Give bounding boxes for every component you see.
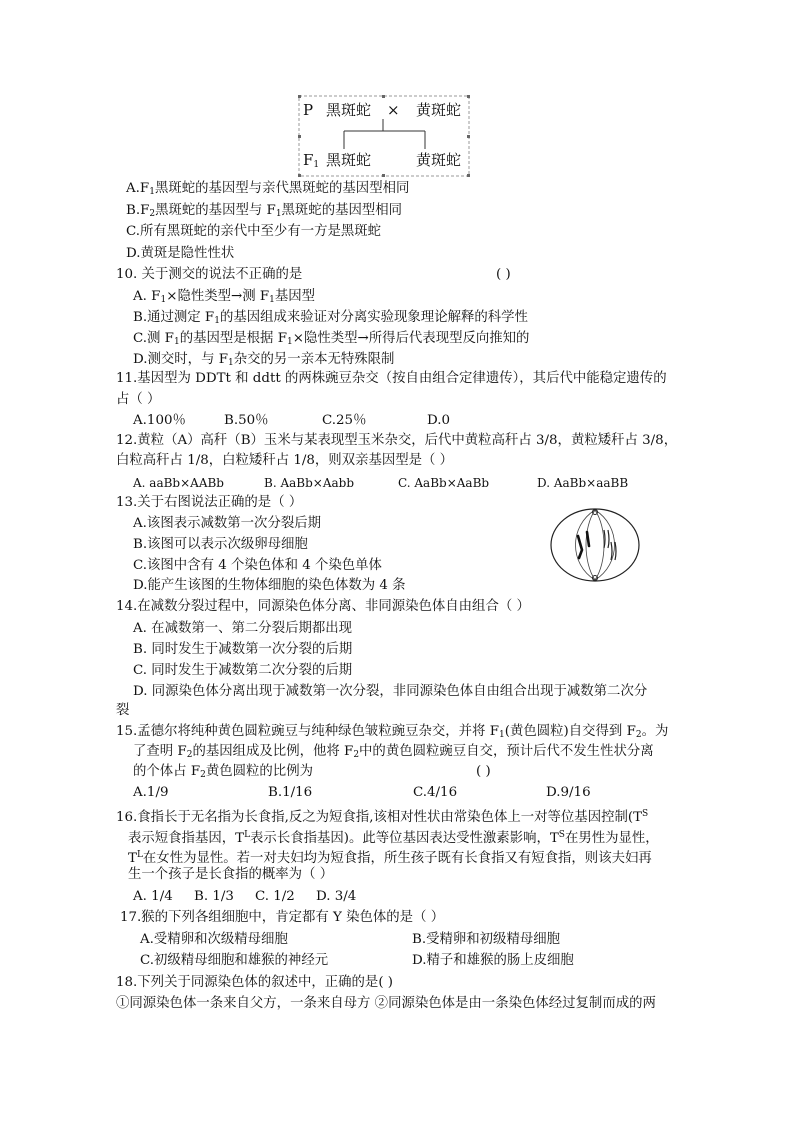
q11-option-d: D.0 [427, 413, 451, 428]
q15-option-b: B.1/16 [268, 785, 313, 800]
q15-answer-blank: ( ) [476, 764, 491, 779]
q9-option-d: D.黄斑是隐性性状 [126, 246, 235, 261]
chromosome-white [611, 542, 612, 560]
q12-option-c: C. AaBb×AaBb [398, 476, 490, 490]
q9-option-b: $B.F_2$黑斑蛇的基因型与 $F_1$黑斑蛇的基因型相同 [126, 203, 403, 219]
chromosome-white [608, 530, 609, 548]
f1-right-phenotype: 黄斑蛇 [416, 151, 462, 169]
q16-stem-line2: 表示短食指基因，$T^L$表示长食指基因)。此等位基因表达受性激素影响，$T^S$在男性为显性， [128, 830, 659, 846]
q11-option-c: C.25％ [322, 413, 367, 428]
q17-option-d: D.精子和雄猴的肠上皮细胞 [412, 953, 574, 968]
spindle-fiber [595, 510, 604, 580]
q10-option-c: C.测 $F_1$的基因型是根据 $F_1\times$隐性类型→所得后代表现型反向推知的 [133, 331, 530, 347]
q15-option-d: D.9/16 [546, 785, 591, 800]
cross-diagram [298, 95, 470, 177]
spindle-fiber [576, 510, 596, 580]
q16-option-a: A. 1/4 [133, 889, 173, 904]
q10-answer-blank: ( ) [496, 267, 511, 282]
p-left-phenotype: 黑斑蛇 [326, 101, 372, 119]
q14-stem: 14.在减数分裂过程中，同源染色体分离、非同源染色体自由组合（ ） [116, 599, 530, 614]
f1-left-phenotype: 黑斑蛇 [326, 151, 372, 169]
q12-option-d: D. AaBb×aaBB [537, 476, 629, 490]
q14-option-d-line2: 裂 [116, 703, 130, 718]
q16-option-b: B. 1/3 [194, 889, 234, 904]
q15-option-a: A.1/9 [133, 785, 169, 800]
q14-option-b: B. 同时发生于减数第一次分裂的后期 [133, 642, 353, 657]
q14-option-d-line1: D. 同源染色体分离出现于减数第一次分裂，非同源染色体自由组合出现于减数第二次分 [133, 684, 648, 699]
q10-option-b: B.通过测定 $F_1$的基因组成来验证对分离实验现象理论解释的科学性 [133, 310, 528, 326]
q15-stem-line2: 了查明 $F_2$的基因组成及比例，他将 $F_2$中的黄色圆粒豌豆自交，预计后代不发生性状分离 [133, 744, 654, 760]
q13-option-a: A.该图表示减数第一次分裂后期 [133, 516, 322, 531]
p-right-phenotype: 黄斑蛇 [416, 101, 462, 119]
q16-option-d: D. 3/4 [316, 889, 357, 904]
q14-option-c: C. 同时发生于减数第二次分裂的后期 [133, 663, 353, 678]
q17-stem: 17.猴的下列各组细胞中，肯定都有 Y 染色体的是（ ） [120, 910, 445, 925]
q16-option-c: C. 1/2 [255, 889, 295, 904]
q14-option-a: A. 在减数第一、第二分裂后期都出现 [133, 621, 353, 636]
q16-stem-line3: $T^L$在女性为显性。若一对夫妇均为短食指，所生孩子既有长食指又有短食指，则该夫妇再 [128, 850, 652, 866]
q16-stem-line1: 16.食指长于无名指为长食指,反之为短食指,该相对性状由常染色体上一对等位基因控制($T^S$ [116, 809, 649, 825]
q18-stem: 18.下列关于同源染色体的叙述中，正确的是( ) [116, 975, 394, 990]
q17-option-b: B.受精卵和初级精母细胞 [412, 932, 561, 947]
q10-option-d: D.测交时，与 $F_1$杂交的另一亲本无特殊限制 [133, 352, 395, 368]
q15-option-c: C.4/16 [413, 785, 458, 800]
q9-option-a: $A.F_1$黑斑蛇的基因型与亲代黑斑蛇的基因型相同 [126, 181, 410, 197]
q13-option-b: B.该图可以表示次级卵母细胞 [133, 537, 308, 552]
q9-option-c: C.所有黑斑蛇的亲代中至少有一方是黑斑蛇 [126, 224, 382, 239]
p-label: P [303, 101, 314, 119]
q10-stem: 10. 关于测交的说法不正确的是 [116, 267, 303, 282]
chromosome-black [578, 536, 582, 558]
q11-option-a: A.100％ [133, 413, 186, 428]
q17-option-c: C.初级精母细胞和雄猴的神经元 [140, 953, 329, 968]
cell-division-svg [549, 506, 641, 584]
q11-option-b: B.50％ [224, 413, 269, 428]
q13-option-c: C.该图中含有 4 个染色体和 4 个染色单体 [133, 558, 382, 573]
chromosome-white [615, 542, 616, 560]
q12-option-a: A. aaBb×AABb [133, 476, 224, 490]
q13-option-d: D.能产生该图的生物体细胞的染色体数为 4 条 [133, 578, 406, 593]
cell-division-figure [549, 506, 641, 584]
q15-stem-line3: 的个体占 $F_2$黄色圆粒的比例为 [133, 764, 313, 780]
q16-stem-line4: 生一个孩子是长食指的概率为（ ） [128, 867, 334, 882]
q12-stem-line2: 白粒高秆占 1/8，白粒矮秆占 1/8，则双亲基因型是（ ） [116, 453, 454, 468]
spindle-fiber [586, 510, 595, 580]
q17-option-a: A.受精卵和次级精母细胞 [140, 932, 288, 947]
q10-option-a: A. $F_1\times$隐性类型→测 $F_1$基因型 [133, 289, 316, 305]
cell-membrane [551, 509, 639, 581]
f1-label: $F_1$ [303, 151, 320, 170]
q18-statement-line1: ①同源染色体一条来自父方，一条来自母方 ②同源染色体是由一条染色体经过复制而成的两 [116, 996, 656, 1011]
q13-stem: 13.关于右图说法正确的是（ ） [116, 495, 303, 510]
q15-stem-line1: 15.孟德尔将纯种黄色圆粒豌豆与纯种绿色皱粒豌豆杂交，并将 $F_1$(黄色圆粒)自交得到 $F_2$。为 [116, 724, 669, 740]
cross-symbol: × [387, 101, 400, 119]
q12-stem-line1: 12.黄粒（A）高秆（B）玉米与某表现型玉米杂交，后代中黄粒高秆占 3/8，黄粒矮秆占 3/8， [116, 433, 678, 448]
q11-stem-line2: 占（ ） [116, 392, 161, 407]
q11-stem-line1: 11.基因型为 DDTt 和 ddtt 的两株豌豆杂交（按自由组合定律遗传），其后代中能稳定遗传的 [116, 371, 667, 386]
q12-option-b: B. AaBb×Aabb [264, 476, 355, 490]
chromosome-black [587, 532, 589, 546]
